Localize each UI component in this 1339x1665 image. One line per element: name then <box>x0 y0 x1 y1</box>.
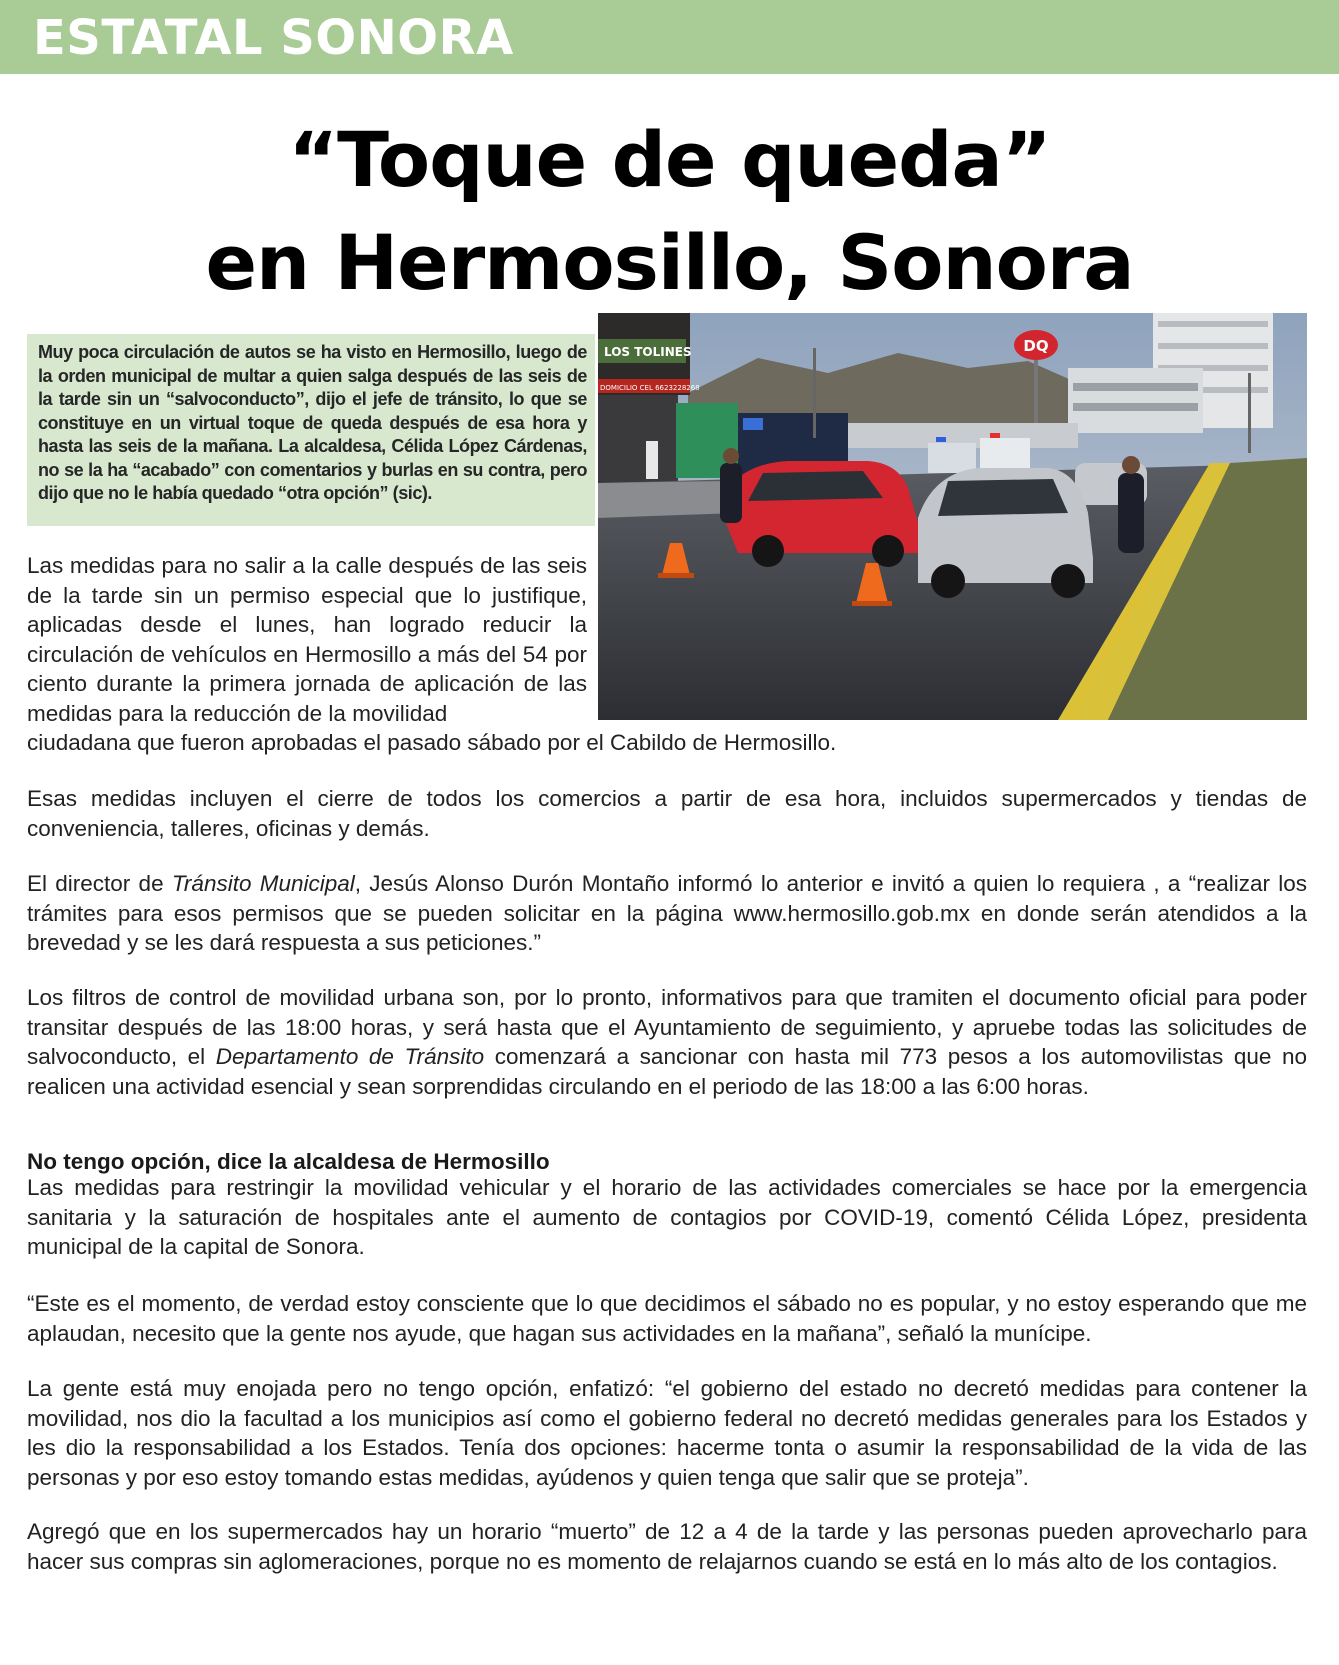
summary-text: Muy poca circulación de autos se ha visto en Hermosillo, luego de la orden municipal de multar a quien salga después de las seis de la tarde sin un “salvoconducto”, dijo el jefe de tránsito, lo que se constituye en un virtual toque de queda después de esa hora y hasta las seis de la mañana. La alcaldesa, Célida López Cárdenas, no se la ha “acabado” con comentarios y burlas en su contra, pero dijo que no le había quedado “otra opción” (sic). <box>38 342 587 503</box>
article-paragraph-1-end: ciudadana que fueron aprobadas el pasado sábado por el Cabildo de Hermosillo. <box>27 730 837 755</box>
article-paragraph-1: Las medidas para no salir a la calle después de las seis de la tarde sin un permiso especial que lo justifique, aplicadas desde el lunes, han logrado reducir la circulación de vehículos en Hermosillo a más del 54 por ciento durante la primera jornada de aplicación de las medidas para la reducción de la movilidad <box>27 553 587 726</box>
photo-sign-phone: DOMICILIO CEL 6623228268 <box>600 384 700 392</box>
article-subhead: No tengo opción, dice la alcaldesa de Hermosillo <box>27 1149 550 1174</box>
article-paragraph-4 <box>27 983 1307 1101</box>
article-paragraph-5: Las medidas para restringir la movilidad vehicular y el horario de las actividades comerciales se hace por la emergencia sanitaria y la saturación de hospitales ante el aumento de contagios por COVID-19, comentó Célida López, presidenta municipal de la capital de Sonora. <box>27 1175 1307 1260</box>
headline-line-2: en Hermosillo, Sonora <box>205 218 1134 307</box>
summary-box <box>27 334 595 526</box>
headline-line-1: “Toque de queda” <box>288 115 1051 204</box>
section-label: ESTATAL SONORA <box>33 10 514 66</box>
article-paragraph-3 <box>27 869 1307 958</box>
paragraph-3-text-a: El director de <box>27 871 172 896</box>
article-paragraph-8: Agregó que en los supermercados hay un horario “muerto” de 12 a 4 de la tarde y las personas pueden aprovecharlo para hacer sus compras sin aglomeraciones, porque no es momento de relajarnos cuando se está en lo más alto de los contagios. <box>27 1519 1307 1574</box>
paragraph-4-emphasis: Departamento de Tránsito <box>215 1044 485 1070</box>
headline <box>0 108 1339 314</box>
paragraph-3-text-b: , Jesús Alonso Durón Montaño informó lo anterior e invitó a quien lo requiera , a “realizar los trámites para esos permisos que se pueden solicitar en la página www.hermosillo.gob.mx en donde serán atendidos a la brevedad y se les dará respuesta a sus peticiones.” <box>27 871 1307 956</box>
section-header-bar <box>0 0 1339 74</box>
article-paragraph-7: La gente está muy enojada pero no tengo opción, enfatizó: “el gobierno del estado no decretó medidas para contener la movilidad, nos dio la facultad a los municipios así como el gobierno federal no decretó medidas generales para los Estados y les dio la responsabilidad a los Estados. Tenía dos opciones: hacerme tonta o asumir la responsabilidad de la vida de las personas y por eso estoy tomando estas medidas, ayúdenos y quien tenga que salir que se proteja”. <box>27 1376 1307 1490</box>
photo-sign-restaurant: LOS TOLINES <box>604 345 692 359</box>
paragraph-4-text-a: Los filtros de control de movilidad urbana son, por lo pronto, informativos para que tramiten el documento oficial para poder transitar después de las 18:00 horas, y será hasta que el Ayuntamiento de seguimiento, y apruebe todas las solicitudes de salvoconducto, el <box>27 985 1307 1070</box>
article-paragraph-6: “Este es el momento, de verdad estoy consciente que lo que decidimos el sábado no es popular, y no estoy esperando que me aplaudan, necesito que la gente nos ayude, que hagan sus actividades en la mañana”, señaló la munícipe. <box>27 1291 1307 1346</box>
article-paragraph-2: Esas medidas incluyen el cierre de todos los comercios a partir de esa hora, incluidos supermercados y tiendas de conveniencia, talleres, oficinas y demás. <box>27 786 1307 841</box>
paragraph-3-emphasis: Tránsito Municipal <box>171 871 355 896</box>
article-photo <box>598 313 1307 720</box>
photo-sign-dq: DQ <box>1023 337 1049 355</box>
paragraph-4-text-b: comenzará a sancionar con hasta mil 773 pesos a los automovilistas que no realicen una actividad esencial y sean sorprendidas circulando en el periodo de las 18:00 a las 6:00 horas. <box>27 1044 1308 1099</box>
